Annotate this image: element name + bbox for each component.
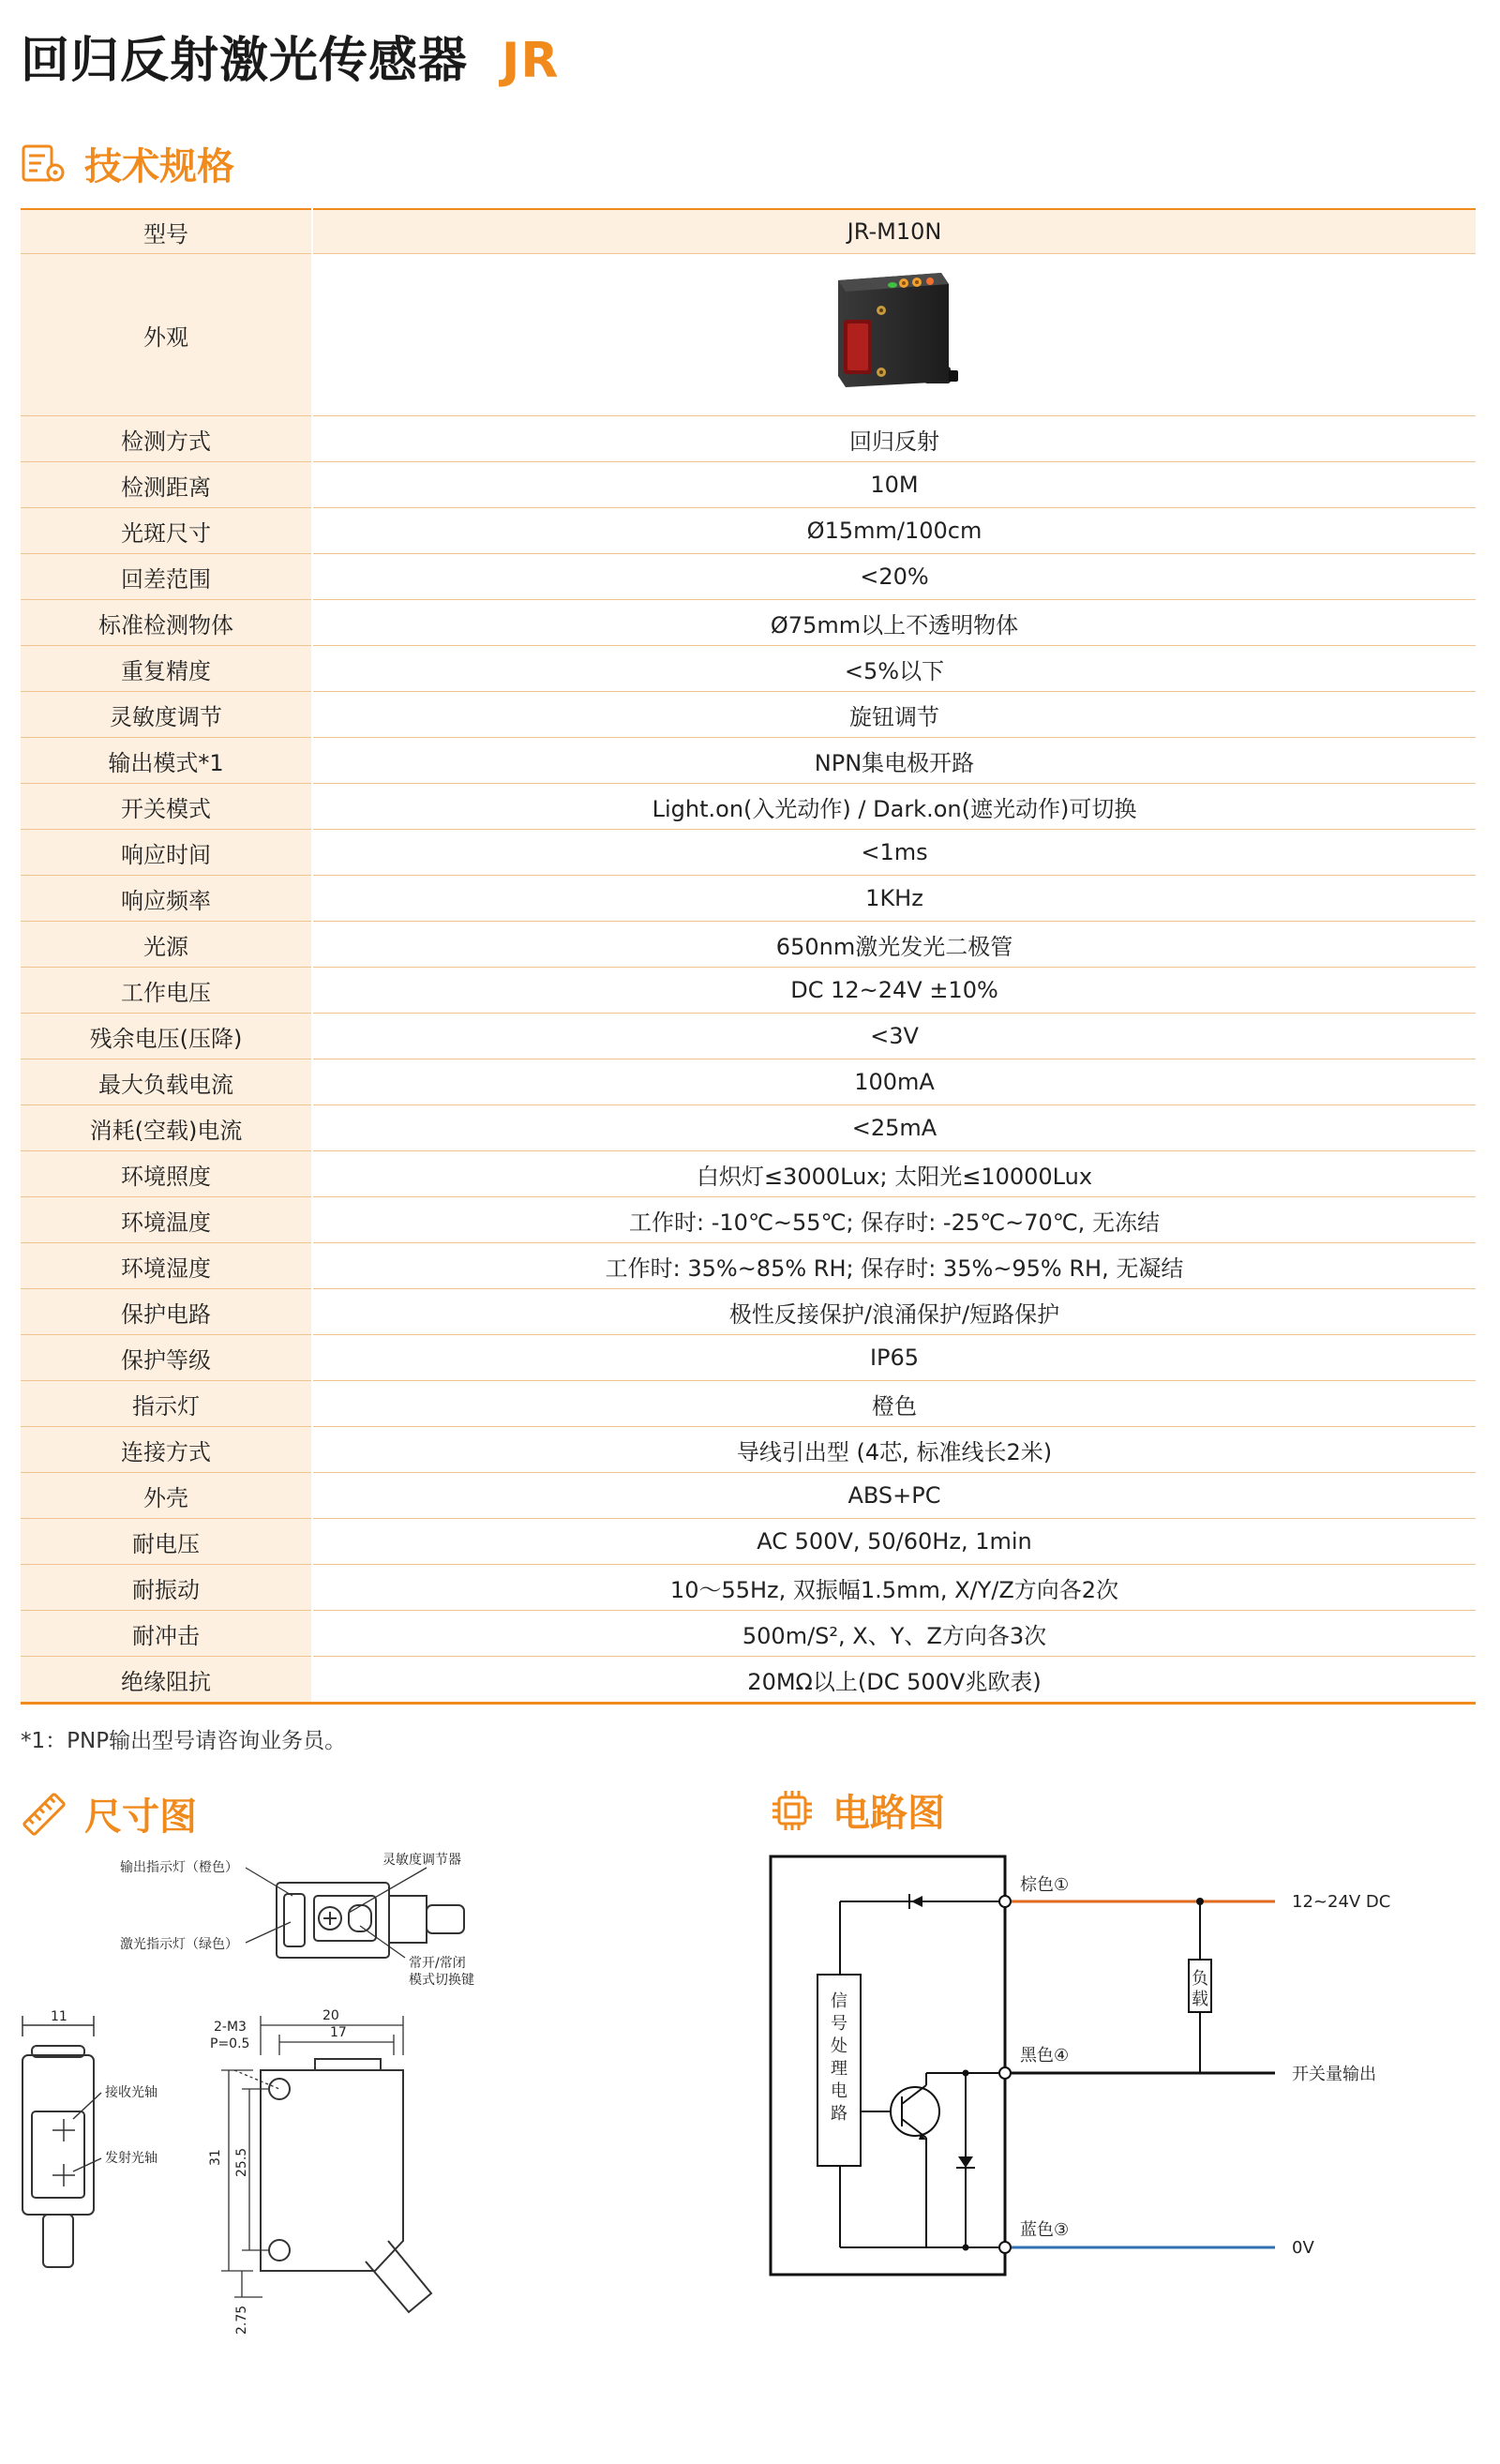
spec-row bbox=[21, 600, 1476, 646]
spec-label: 回差范围 bbox=[21, 554, 312, 600]
dim-height-2-75: 2.75 bbox=[234, 2305, 249, 2335]
spec-row bbox=[21, 1243, 1476, 1289]
spec-value: NPN集电极开路 bbox=[312, 738, 1476, 784]
mode-switch-label-1: 常开/常闭 bbox=[409, 1956, 466, 1971]
spec-value: 650nm激光发光二极管 bbox=[312, 922, 1476, 968]
spec-row bbox=[21, 1565, 1476, 1611]
mode-switch-label-2: 模式切换键 bbox=[409, 1973, 474, 1988]
spec-label: 环境温度 bbox=[21, 1197, 312, 1243]
spec-row bbox=[21, 1473, 1476, 1519]
spec-value: 旋钮调节 bbox=[312, 692, 1476, 738]
spec-label: 重复精度 bbox=[21, 646, 312, 692]
spec-value: 导线引出型 (4芯, 标准线长2米) bbox=[312, 1427, 1476, 1473]
spec-value: 回归反射 bbox=[312, 416, 1476, 462]
dim-width-17: 17 bbox=[330, 2025, 347, 2040]
spec-row bbox=[21, 830, 1476, 876]
spec-row bbox=[21, 1151, 1476, 1197]
spec-row bbox=[21, 508, 1476, 554]
spec-row bbox=[21, 1059, 1476, 1105]
spec-label: 响应频率 bbox=[21, 876, 312, 922]
spec-value: Light.on(入光动作) / Dark.on(遮光动作)可切换 bbox=[312, 784, 1476, 830]
black-label: 黑色④ bbox=[1020, 2046, 1070, 2066]
spec-row bbox=[21, 416, 1476, 462]
terminal-brown bbox=[999, 1896, 1011, 1907]
spec-label: 开关模式 bbox=[21, 784, 312, 830]
model-label: 型号 bbox=[21, 209, 312, 254]
output-led-label: 输出指示灯（橙色） bbox=[120, 1860, 238, 1875]
spec-value: <25mA bbox=[312, 1105, 1476, 1151]
spec-value: 工作时: 35%~85% RH; 保存时: 35%~95% RH, 无凝结 bbox=[312, 1243, 1476, 1289]
dim-height-25-5: 25.5 bbox=[234, 2147, 249, 2177]
spec-value: 1KHz bbox=[312, 876, 1476, 922]
appearance-label: 外观 bbox=[21, 254, 312, 416]
circuit-diagram bbox=[750, 1838, 1500, 2306]
spec-row bbox=[21, 1381, 1476, 1427]
spec-label: 检测距离 bbox=[21, 462, 312, 508]
footnote: *1：PNP输出型号请咨询业务员。 bbox=[21, 1729, 347, 1753]
blue-label: 蓝色③ bbox=[1020, 2220, 1070, 2240]
spec-row bbox=[21, 462, 1476, 508]
receive-axis-label: 接收光轴 bbox=[105, 2085, 158, 2100]
spec-value: Ø75mm以上不透明物体 bbox=[312, 600, 1476, 646]
spec-label: 外壳 bbox=[21, 1473, 312, 1519]
page-title bbox=[21, 21, 559, 91]
front-view-cable bbox=[43, 2215, 73, 2267]
appearance-row bbox=[21, 254, 1476, 416]
spec-label: 指示灯 bbox=[21, 1381, 312, 1427]
spec-label: 标准检测物体 bbox=[21, 600, 312, 646]
spec-label: 耐振动 bbox=[21, 1565, 312, 1611]
spec-label: 消耗(空载)电流 bbox=[21, 1105, 312, 1151]
spec-row bbox=[21, 692, 1476, 738]
spec-value: AC 500V, 50/60Hz, 1min bbox=[312, 1519, 1476, 1565]
spec-label: 绝缘阻抗 bbox=[21, 1657, 312, 1704]
laser-led-label: 激光指示灯（绿色） bbox=[120, 1937, 238, 1952]
spec-label: 输出模式*1 bbox=[21, 738, 312, 784]
chip-icon bbox=[769, 1787, 816, 1834]
spec-section-header bbox=[21, 137, 234, 190]
spec-label: 灵敏度调节 bbox=[21, 692, 312, 738]
spec-label: 保护电路 bbox=[21, 1289, 312, 1335]
spec-value: 工作时: -10℃~55℃; 保存时: -25℃~70℃, 无冻结 bbox=[312, 1197, 1476, 1243]
product-name: 回归反射激光传感器 bbox=[21, 33, 469, 89]
spec-label: 光源 bbox=[21, 922, 312, 968]
terminal-black bbox=[999, 2067, 1011, 2079]
mode-switch bbox=[349, 1905, 371, 1931]
model-value: JR-M10N bbox=[312, 209, 1476, 254]
spec-value: <20% bbox=[312, 554, 1476, 600]
dimension-drawing bbox=[0, 1838, 750, 2363]
emit-axis-label: 发射光轴 bbox=[105, 2151, 158, 2166]
spec-value: 500m/S², X、Y、Z方向各3次 bbox=[312, 1611, 1476, 1657]
spec-row bbox=[21, 1427, 1476, 1473]
spec-value: 100mA bbox=[312, 1059, 1476, 1105]
spec-section-title: 技术规格 bbox=[84, 145, 234, 188]
dimension-section-title: 尺寸图 bbox=[84, 1795, 197, 1839]
sensor-boundary bbox=[771, 1856, 1005, 2275]
spec-row bbox=[21, 968, 1476, 1014]
spec-value: 10M bbox=[312, 462, 1476, 508]
spec-value: IP65 bbox=[312, 1335, 1476, 1381]
spec-row bbox=[21, 784, 1476, 830]
appearance-cell bbox=[312, 254, 1476, 416]
terminal-blue bbox=[999, 2242, 1011, 2253]
circuit-section-header bbox=[769, 1783, 945, 1837]
dim-width-11: 11 bbox=[51, 2009, 68, 2024]
spec-row bbox=[21, 1014, 1476, 1059]
spec-row bbox=[21, 922, 1476, 968]
spec-value: 20MΩ以上(DC 500V兆欧表) bbox=[312, 1657, 1476, 1704]
spec-label: 耐冲击 bbox=[21, 1611, 312, 1657]
dim-width-20: 20 bbox=[322, 2008, 339, 2023]
spec-label: 最大负载电流 bbox=[21, 1059, 312, 1105]
product-model: JR bbox=[502, 33, 560, 89]
spec-value: 极性反接保护/浪涌保护/短路保护 bbox=[312, 1289, 1476, 1335]
spec-value: DC 12~24V ±10% bbox=[312, 968, 1476, 1014]
dim-height-31: 31 bbox=[208, 2149, 223, 2166]
spec-label: 保护等级 bbox=[21, 1335, 312, 1381]
sensitivity-label: 灵敏度调节器 bbox=[382, 1853, 461, 1868]
spec-value: Ø15mm/100cm bbox=[312, 508, 1476, 554]
output-led-window bbox=[284, 1894, 305, 1946]
zener-diode bbox=[958, 2156, 973, 2168]
spec-row bbox=[21, 646, 1476, 692]
processor-label: 信号处理电路 bbox=[831, 1991, 848, 2124]
spec-label: 响应时间 bbox=[21, 830, 312, 876]
spec-label: 连接方式 bbox=[21, 1427, 312, 1473]
spec-label: 耐电压 bbox=[21, 1519, 312, 1565]
circuit-section-title: 电路图 bbox=[832, 1792, 945, 1835]
spec-row bbox=[21, 1519, 1476, 1565]
spec-label: 光斑尺寸 bbox=[21, 508, 312, 554]
ruler-icon bbox=[21, 1791, 68, 1838]
spec-value: 橙色 bbox=[312, 1381, 1476, 1427]
spec-label: 环境湿度 bbox=[21, 1243, 312, 1289]
spec-label: 环境照度 bbox=[21, 1151, 312, 1197]
spec-row bbox=[21, 554, 1476, 600]
brown-label: 棕色① bbox=[1020, 1875, 1070, 1895]
front-view-body bbox=[22, 2055, 94, 2215]
output-label: 开关量输出 bbox=[1292, 2065, 1376, 2084]
sensor-product-image bbox=[801, 262, 988, 402]
spec-row bbox=[21, 1289, 1476, 1335]
screw-spec-1: 2-M3 bbox=[214, 2020, 247, 2035]
spec-label: 残余电压(压降) bbox=[21, 1014, 312, 1059]
spec-row bbox=[21, 1657, 1476, 1704]
screw-spec-2: P=0.5 bbox=[210, 2036, 250, 2051]
spec-row bbox=[21, 876, 1476, 922]
side-view-cable bbox=[366, 2241, 431, 2312]
zero-label: 0V bbox=[1292, 2238, 1314, 2258]
spec-value: <5%以下 bbox=[312, 646, 1476, 692]
dimension-section-header bbox=[21, 1787, 197, 1840]
spec-value: <1ms bbox=[312, 830, 1476, 876]
power-label: 12~24V DC bbox=[1292, 1892, 1391, 1912]
spec-value: 10～55Hz, 双振幅1.5mm, X/Y/Z方向各2次 bbox=[312, 1565, 1476, 1611]
load-label: 负载 bbox=[1192, 1969, 1208, 2009]
table-header-row bbox=[21, 209, 1476, 254]
spec-row bbox=[21, 1611, 1476, 1657]
document-gear-icon bbox=[21, 143, 68, 185]
spec-row bbox=[21, 738, 1476, 784]
spec-label: 工作电压 bbox=[21, 968, 312, 1014]
spec-row bbox=[21, 1197, 1476, 1243]
spec-label: 检测方式 bbox=[21, 416, 312, 462]
spec-row bbox=[21, 1335, 1476, 1381]
spec-row bbox=[21, 1105, 1476, 1151]
spec-value: 白炽灯≤3000Lux; 太阳光≤10000Lux bbox=[312, 1151, 1476, 1197]
spec-table bbox=[21, 208, 1476, 1705]
mount-hole-bottom bbox=[269, 2240, 290, 2261]
spec-value: ABS+PC bbox=[312, 1473, 1476, 1519]
reverse-diode bbox=[911, 1896, 922, 1907]
spec-value: <3V bbox=[312, 1014, 1476, 1059]
